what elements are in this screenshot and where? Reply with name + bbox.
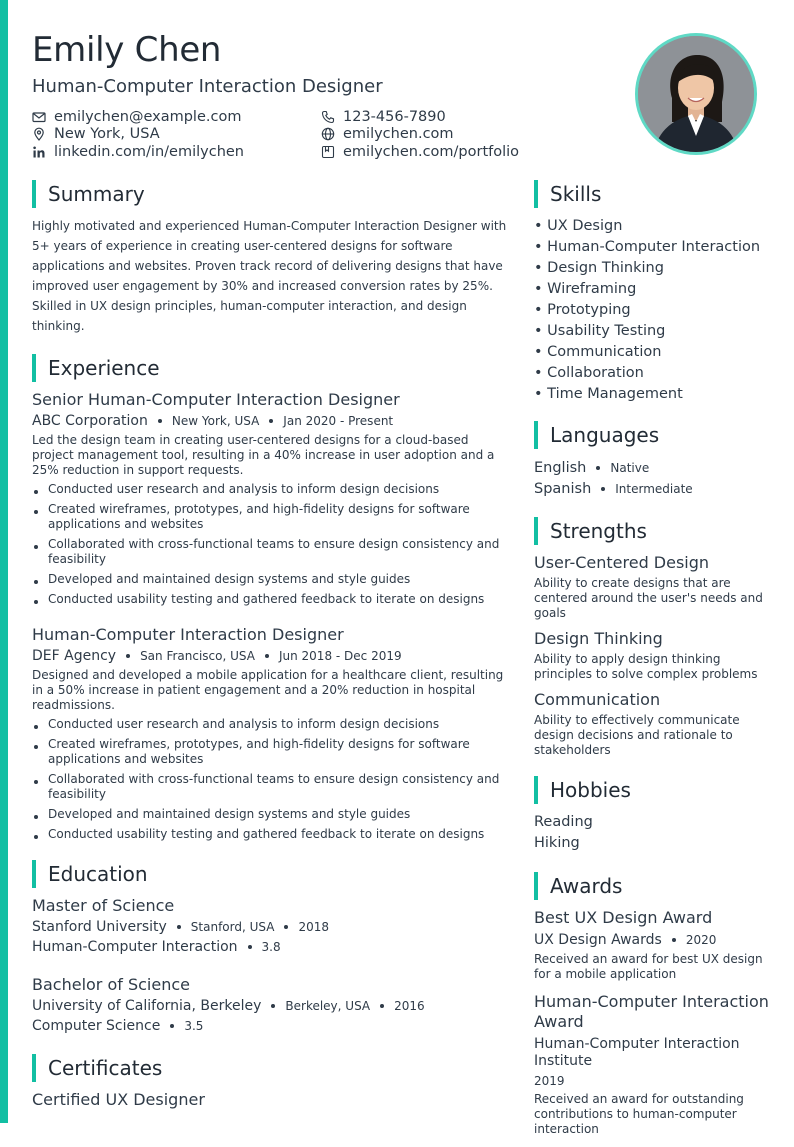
award-year: 2020 [685,933,717,947]
skills-list [534,216,770,405]
job-location: New York, USA [171,414,260,428]
linkedin-icon [32,145,46,159]
separator-dot [170,1024,174,1028]
contact-portfolio[interactable] [321,143,519,161]
job-dates: Jan 2020 - Present [283,414,394,428]
skill-item: • Design Thinking [534,258,664,279]
award-title: Human-Computer Interaction Award [534,992,769,1031]
strengths-heading: Strengths [534,517,770,545]
languages-list [534,457,770,499]
contact-phone[interactable] [321,108,519,126]
contact-phone-text: 123-456-7890 [343,108,446,125]
contact-linkedin-text: linkedin.com/in/emilychen [54,143,244,160]
award-title: Best UX Design Award [534,908,713,927]
education-degree: Master of Science [32,896,175,915]
separator-dot [596,466,600,470]
separator-dot [177,925,181,929]
education-field-meta [32,1018,507,1034]
education-gpa: 3.8 [261,940,281,954]
profile-photo [635,33,757,155]
education-school: Stanford University [32,919,167,935]
job-meta [32,413,507,429]
separator-dot [672,938,676,942]
strength-description: Ability to apply design thinking principles to solve complex problems [534,652,758,681]
languages-heading: Languages [534,421,770,449]
award-year: 2019 [534,1074,565,1088]
skill-item: • Human-Computer Interaction [534,237,760,258]
job-title: Human-Computer Interaction Designer [32,625,344,644]
education-field-meta [32,939,507,955]
globe-icon [321,127,335,141]
education-field: Computer Science [32,1018,161,1034]
award-issuer: UX Design Awards [534,932,662,948]
skills-heading: Skills [534,180,770,208]
skill-item: • Communication [534,342,661,363]
separator-dot [284,925,288,929]
education-entry [32,975,507,1034]
list-item: Created wireframes, prototypes, and high-fidelity designs for software applications and websites [32,502,507,532]
job-company: DEF Agency [32,648,117,664]
language-item [534,478,770,499]
side-column [534,180,770,1147]
language-name: Spanish [534,480,592,497]
phone-icon [321,110,335,124]
hobby-item: Hiking [534,835,580,851]
strength-title: Communication [534,690,661,709]
separator-dot [380,1004,384,1008]
strengths-list [534,553,770,758]
strength-description: Ability to create designs that are centered around the user's needs and goals [534,576,763,620]
separator-dot [126,654,130,658]
job-description: Designed and developed a mobile application for a healthcare client, resulting in a 50% increase in patient engagement and a 20% reduction in hospital readmissions. [32,668,504,712]
list-item: Developed and maintained design systems and style guides [32,572,507,587]
certificates-heading: Certificates [32,1054,507,1082]
contact-location [32,126,244,144]
separator-dot [158,419,162,423]
certificate-item: Certified UX Designer [32,1090,205,1109]
award-issuer: Human-Computer Interaction Institute [534,1036,740,1069]
experience-heading: Experience [32,354,507,382]
hobby-item: Reading [534,814,593,830]
contact-location-text: New York, USA [54,126,160,143]
portfolio-icon [321,145,335,159]
location-icon [32,127,46,141]
education-year: 2018 [298,920,329,934]
education-meta [32,998,507,1014]
contact-linkedin[interactable] [32,143,244,161]
list-item: Created wireframes, prototypes, and high-fidelity designs for software applications and websites [32,737,507,767]
award-description: Received an award for best UX design for a mobile application [534,952,763,981]
job-company: ABC Corporation [32,413,148,429]
education-entry [32,896,507,955]
job-description: Led the design team in creating user-centered designs for a cloud-based project management tool, resulting in a 40% increase in user adoption and a 25% reduction in support requests. [32,433,495,477]
separator-dot [271,1004,275,1008]
awards-heading: Awards [534,872,770,900]
awards-list [534,908,770,1137]
language-item [534,457,770,478]
education-field: Human-Computer Interaction [32,939,238,955]
candidate-role: Human-Computer Interaction Designer [32,76,383,97]
job-location: San Francisco, USA [140,649,255,663]
separator-dot [248,945,252,949]
skill-item: • UX Design [534,216,622,237]
summary-heading: Summary [32,180,507,208]
contact-portfolio-text: emilychen.com/portfolio [343,143,520,160]
job-title: Senior Human-Computer Interaction Designer [32,390,400,409]
summary-text: Highly motivated and experienced Human-Computer Interaction Designer with 5+ years of experience in creating user-centered designs for software applications and websites. Proven track record of delivering designs that have improved user engagement by 30% and increased conversion rates by 25%. Skilled in UX design principles, human-computer interaction, and design thinking. [32,219,507,333]
education-degree: Bachelor of Science [32,975,190,994]
contact-website-text: emilychen.com [343,126,454,143]
contact-list-left [32,108,244,161]
contact-email-text: emilychen@example.com [54,108,242,125]
education-school: University of California, Berkeley [32,998,262,1014]
job-dates: Jun 2018 - Dec 2019 [278,649,402,663]
education-year: 2016 [394,999,425,1013]
job-entry [32,625,507,842]
skill-item: • Usability Testing [534,321,665,342]
award-description: Received an award for outstanding contributions to human-computer interaction [534,1092,744,1136]
language-level: Native [610,460,650,475]
candidate-name: Emily Chen [32,30,222,70]
list-item: Conducted user research and analysis to inform design decisions [32,482,507,497]
education-location: Berkeley, USA [285,999,371,1013]
list-item: Conducted usability testing and gathered feedback to iterate on designs [32,592,507,607]
education-location: Stanford, USA [190,920,275,934]
language-level: Intermediate [615,481,693,496]
separator-dot [269,419,273,423]
job-meta [32,648,507,664]
hobbies-list [534,812,770,854]
mail-icon [32,110,46,124]
list-item: Conducted usability testing and gathered feedback to iterate on designs [32,827,507,842]
job-bullets [32,482,507,607]
skill-item: • Prototyping [534,300,631,321]
list-item: Developed and maintained design systems and style guides [32,807,507,822]
strength-title: User-Centered Design [534,553,710,572]
language-name: English [534,459,587,476]
job-bullets [32,717,507,842]
separator-dot [265,654,269,658]
skill-item: • Wireframing [534,279,636,300]
job-entry [32,390,507,607]
skill-item: • Collaboration [534,363,644,384]
contact-list-right [321,108,519,161]
education-meta [32,919,507,935]
list-item: Collaborated with cross-functional teams to ensure design consistency and feasibility [32,772,507,802]
skill-item: • Time Management [534,384,683,405]
accent-bar [0,0,8,1123]
main-column [32,180,507,1109]
list-item: Conducted user research and analysis to inform design decisions [32,717,507,732]
contact-website[interactable] [321,126,519,144]
list-item: Collaborated with cross-functional teams to ensure design consistency and feasibility [32,537,507,567]
education-gpa: 3.5 [184,1019,204,1033]
award-meta [534,932,770,948]
hobbies-heading: Hobbies [534,776,770,804]
separator-dot [601,487,605,491]
education-heading: Education [32,860,507,888]
strength-title: Design Thinking [534,629,663,648]
contact-email[interactable] [32,108,244,126]
strength-description: Ability to effectively communicate design decisions and rationale to stakeholders [534,713,740,757]
